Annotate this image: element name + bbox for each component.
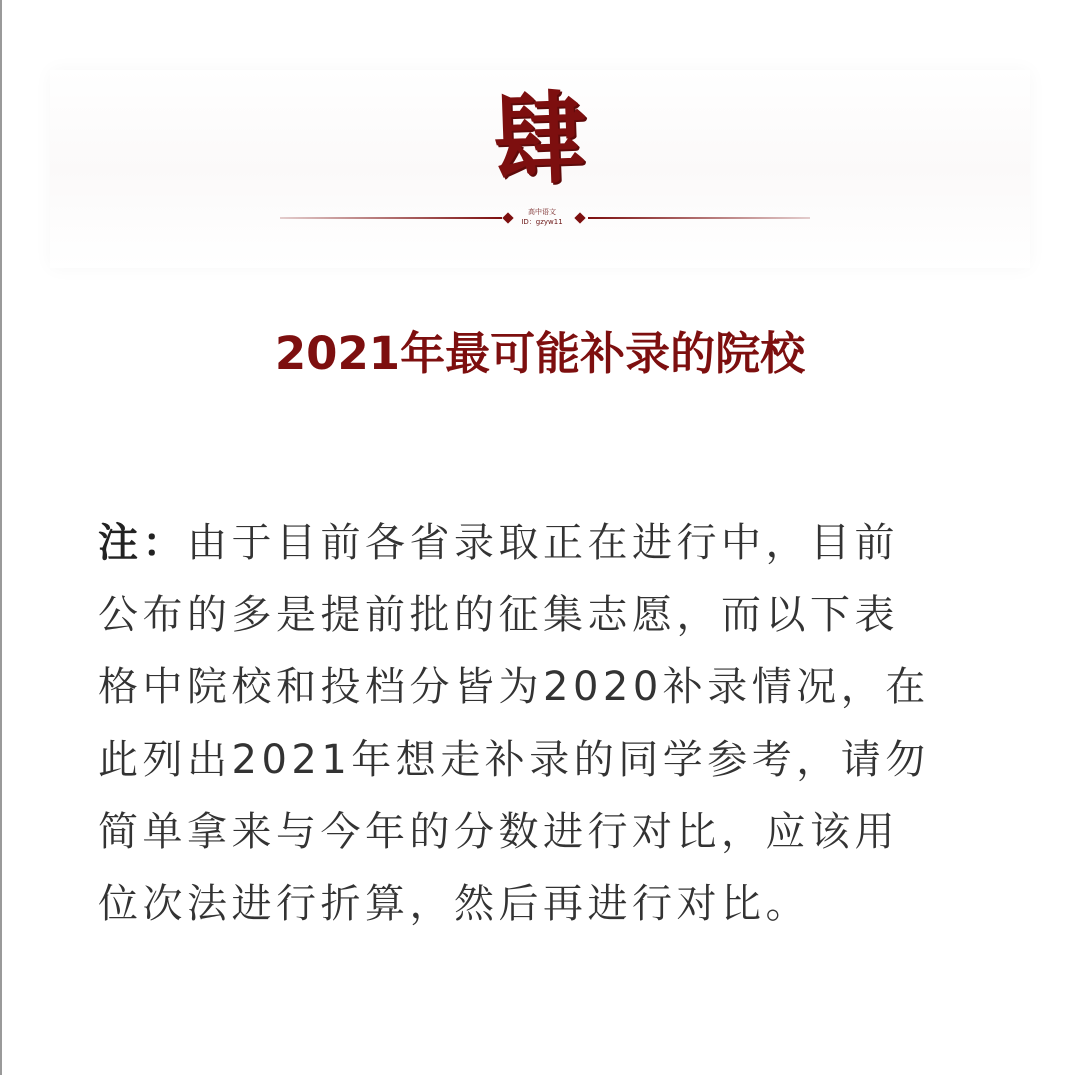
ornamental-divider [0, 204, 1080, 230]
divider-diamond-right [574, 212, 585, 223]
note-line-6: 位次法进行折算，然后再进行对比。 [98, 881, 810, 928]
note-line-4: 此列出2021年想走补录的同学参考，请勿 [98, 736, 930, 783]
account-stamp [514, 207, 570, 227]
divider-diamond-left [502, 212, 513, 223]
section-number-char: 肆 [491, 78, 589, 200]
page-title: 2021年最可能补录的院校 [274, 327, 806, 380]
note-line-5: 简单拿来与今年的分数进行对比，应该用 [98, 808, 899, 855]
stamp-id: ID：gzyw11 [521, 218, 563, 226]
divider-line-left [280, 217, 502, 219]
divider-line-right [588, 217, 810, 219]
note-paragraph [98, 507, 983, 940]
note-line-1 [98, 507, 983, 579]
note-line-2: 公布的多是提前批的征集志愿，而以下表 [98, 592, 899, 639]
note-label: 注： [98, 520, 187, 566]
stamp-name: 高中语文 [528, 208, 556, 216]
note-line-3: 格中院校和投档分皆为2020补录情况，在 [98, 664, 930, 711]
note-line-text: 由于目前各省录取正在进行中，目前 [187, 520, 899, 566]
left-edge-rule [0, 0, 2, 1075]
